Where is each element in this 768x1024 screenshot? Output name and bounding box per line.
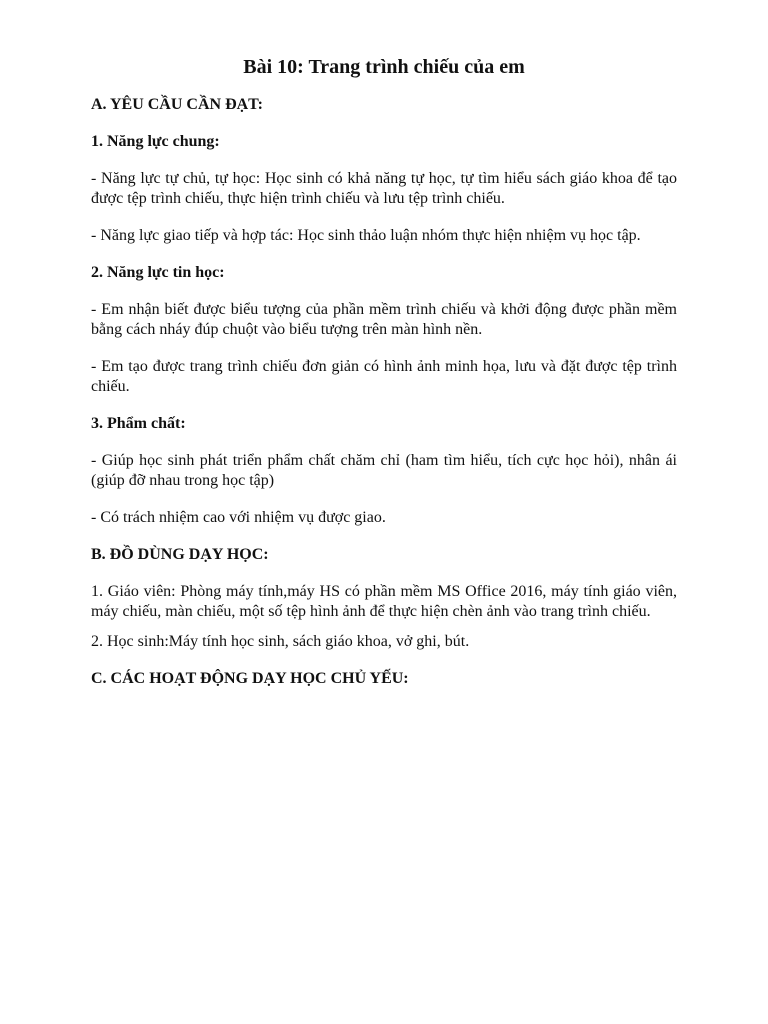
teaching-materials-teacher: 1. Giáo viên: Phòng máy tính,máy HS có phần mềm MS Office 2016, máy tính giáo viên, máy chiếu, màn chiếu, một số tệp hình ảnh để thực hiện chèn ảnh vào trang trình chiếu. [91, 583, 677, 620]
section-a-heading: A. YÊU CẦU CẦN ĐẠT: [91, 96, 263, 113]
general-competency-item-1: - Năng lực tự chủ, tự học: Học sinh có khả năng tự học, tự tìm hiểu sách giáo khoa để tạo được tệp trình chiếu, thực hiện trình chiếu và lưu tệp trình chiếu. [91, 170, 677, 207]
informatics-competency-item-1: - Em nhận biết được biểu tượng của phần mềm trình chiếu và khởi động được phần mềm bằng cách nháy đúp chuột vào biểu tượng trên màn hình nền. [91, 301, 677, 338]
qualities-item-2: - Có trách nhiệm cao với nhiệm vụ được giao. [91, 509, 386, 526]
general-competency-heading: 1. Năng lực chung: [91, 133, 220, 150]
document-title: Bài 10: Trang trình chiếu của em [243, 56, 525, 78]
qualities-heading: 3. Phẩm chất: [91, 415, 186, 432]
informatics-competency-item-2: - Em tạo được trang trình chiếu đơn giản có hình ảnh minh họa, lưu và đặt được tệp trình chiếu. [91, 358, 677, 395]
qualities-item-1: - Giúp học sinh phát triển phẩm chất chăm chỉ (ham tìm hiểu, tích cực học hỏi), nhân ái (giúp đỡ nhau trong học tập) [91, 452, 677, 489]
general-competency-item-2: - Năng lực giao tiếp và hợp tác: Học sinh thảo luận nhóm thực hiện nhiệm vụ học tập. [91, 227, 641, 244]
informatics-competency-heading: 2. Năng lực tin học: [91, 264, 225, 281]
section-b-heading: B. ĐỒ DÙNG DẠY HỌC: [91, 546, 269, 563]
teaching-materials-student: 2. Học sinh:Máy tính học sinh, sách giáo khoa, vở ghi, bút. [91, 633, 470, 650]
section-c-heading: C. CÁC HOẠT ĐỘNG DẠY HỌC CHỦ YẾU: [91, 670, 409, 687]
